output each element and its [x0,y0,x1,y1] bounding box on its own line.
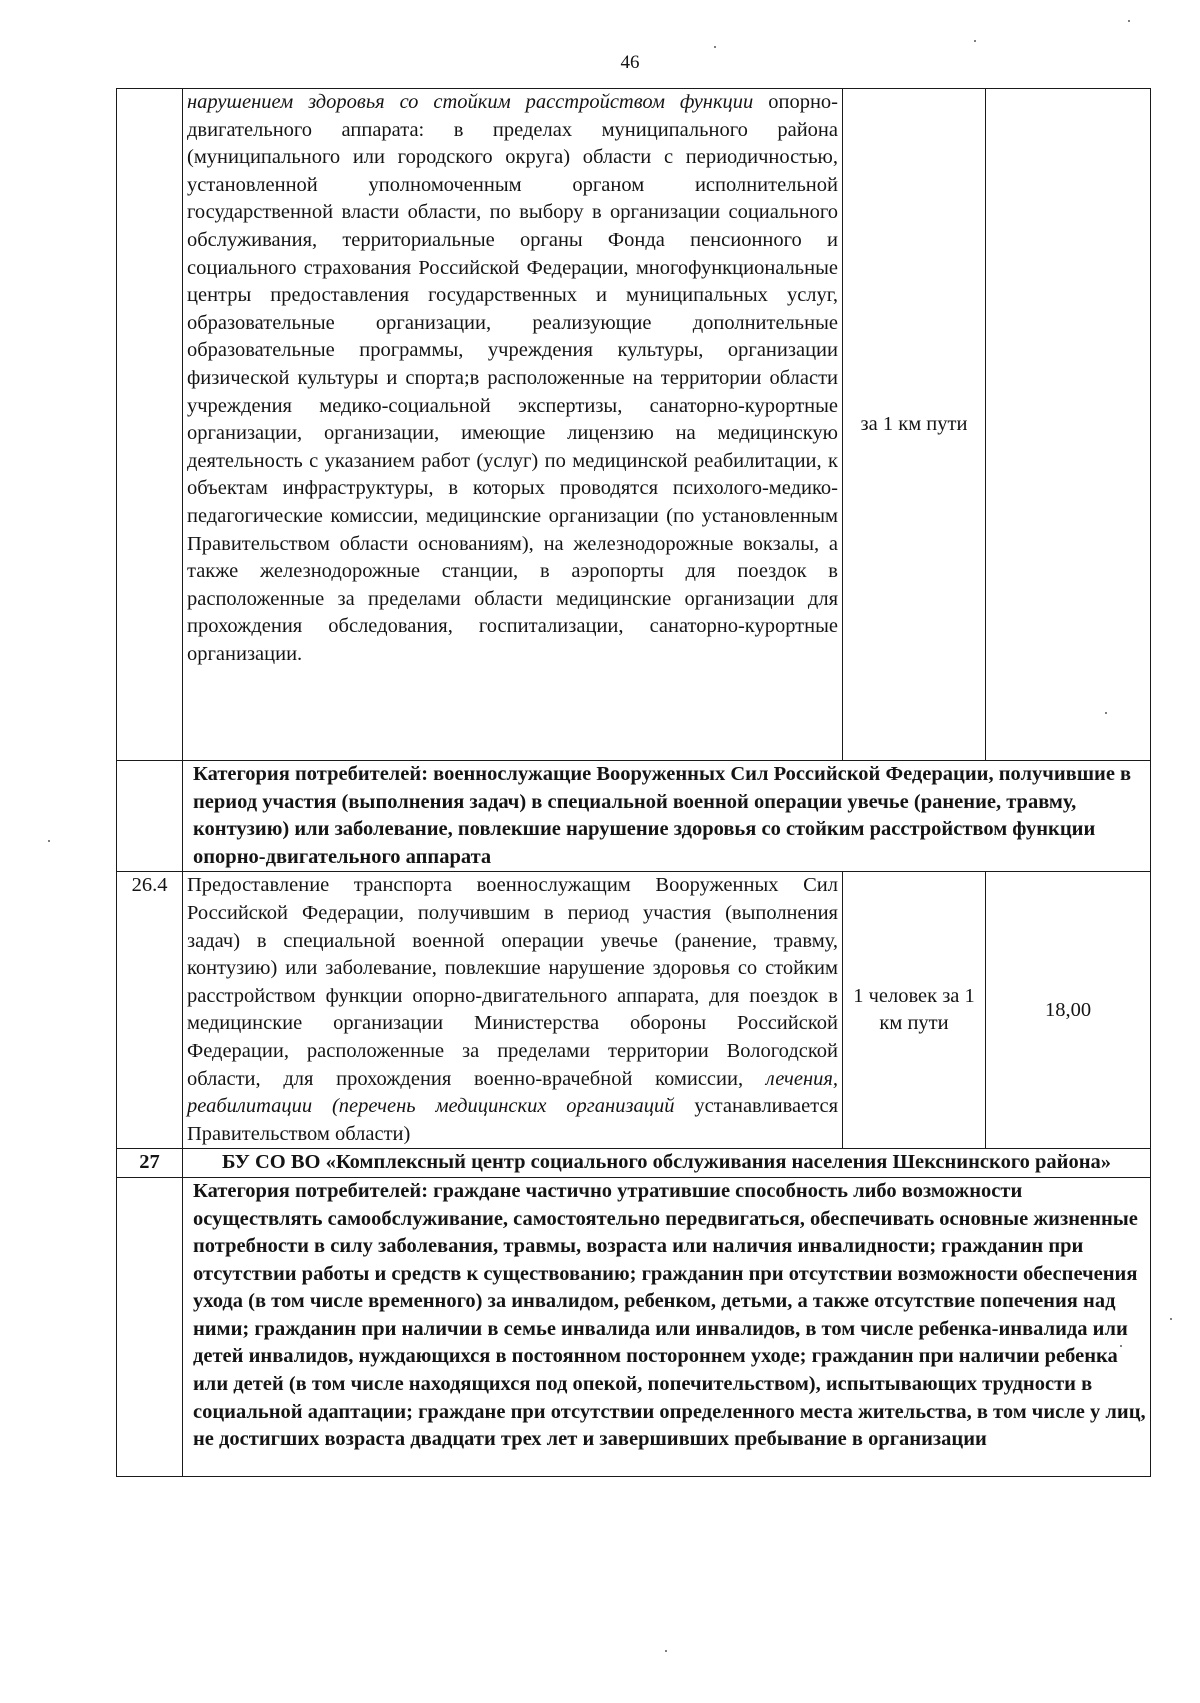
tariff-table [116,88,1151,1477]
scan-speck [1105,712,1107,714]
description-italic: лечения, реабилитации (перечень медицинских организаций [187,1067,839,1118]
service-description [183,89,843,761]
scan-speck [974,40,976,42]
scan-speck [1120,1345,1122,1347]
scan-speck [714,46,716,48]
description-end: устанавливается Правительством области) [187,1095,838,1145]
scan-speck [1170,1318,1172,1320]
row-number: 26.4 [117,872,183,1149]
scan-speck [48,840,50,842]
consumer-category: Категория потребителей: граждане частично утратившие способность либо возможности осуществлять самообслуживание, самостоятельно передвигаться, обеспечивать основные жизненные потребности в силу заболевания, травмы, возраста или наличия инвалидности; гражданин при отсутствии работы и средств к существованию; гражданин при отсутствии возможности обеспечения ухода (в том числе временного) за инвалидом, ребенком, детьми, а также отсутствие попечения над ними; гражданин при наличии в семье инвалида или инвалидов, в том числе ребенка-инвалида или детей инвалидов, нуждающихся в постоянном постороннем уходе; гражданин при наличии ребенка или детей (в том числе находящихся под опекой, попечительством), испытывающих трудности в социальной адаптации; граждане при отсутствии определенного места жительства, в том числе у лиц, не достигших возраста двадцати трех лет и завершивших пребывание в организации [183,1177,1151,1476]
table-row [117,872,1151,1149]
description-italic: нарушением здоровья со стойким расстройством функции [187,91,754,113]
unit-of-measure: 1 человек за 1 км пути [843,872,986,1149]
scan-speck [1128,20,1130,22]
price [986,89,1151,761]
table-row [117,1149,1151,1178]
row-number [117,761,183,872]
scan-speck [665,1650,667,1652]
unit-of-measure: за 1 км пути [843,89,986,761]
service-description [183,872,843,1149]
page-number: 46 [620,52,640,73]
row-number [117,1177,183,1476]
consumer-category: Категория потребителей: военнослужащие Вооруженных Сил Российской Федерации, получившие в период участия (выполнения задач) в специальной военной операции увечье (ранение, травму, контузию) или заболевание, повлекшие нарушение здоровья со стойким расстройством функции опорно-двигательного аппарата [183,761,1151,872]
row-number [117,89,183,761]
table-row [117,89,1151,761]
row-number: 27 [117,1149,183,1178]
table-row [117,1177,1151,1476]
description-text: опорно-двигательного аппарата: в пределах муниципального района (муниципального или городского округа) области с периодичностью, установленной уполномоченным органом исполнительной государственной власти области, по выбору в организации социального обслуживания, территориальные органы Фонда пенсионного и социального страхования Российской Федерации, многофункциональные центры предоставления государственных и муниципальных услуг, образовательные организации, реализующие дополнительные образовательные программы, учреждения культуры, организации физической культуры и спорта;в расположенные на территории области учреждения медико-социальной экспертизы, санаторно-курортные организации, организации, имеющие лицензию на медицинскую деятельность с указанием работ (услуг) по медицинской реабилитации, к объектам инфраструктуры, в которых проводятся психолого-медико-педагогические комиссии, медицинские организации (по установленным Правительством области основаниям), на железнодорожные вокзалы, а также железнодорожные станции, в аэропорты для поездок в расположенные за пределами области медицинские организации для прохождения обследования, госпитализации, санаторно-курортные организации. [187,91,839,665]
table-row [117,761,1151,872]
organization-title: БУ СО ВО «Комплексный центр социального обслуживания населения Шекснинского района» [183,1149,1151,1178]
description-text: Предоставление транспорта военнослужащим Вооруженных Сил Российской Федерации, получившим в период участия (выполнения задач) в специальной военной операции увечье (ранение, травму, контузию) или заболевание, повлекшие нарушение здоровья со стойким расстройством функции опорно-двигательного аппарата, для поездок в медицинские организации Министерства обороны Российской Федерации, расположенные за пределами территории Вологодской области, для прохождения военно-врачебной комиссии, [187,874,838,1090]
price: 18,00 [986,872,1151,1149]
